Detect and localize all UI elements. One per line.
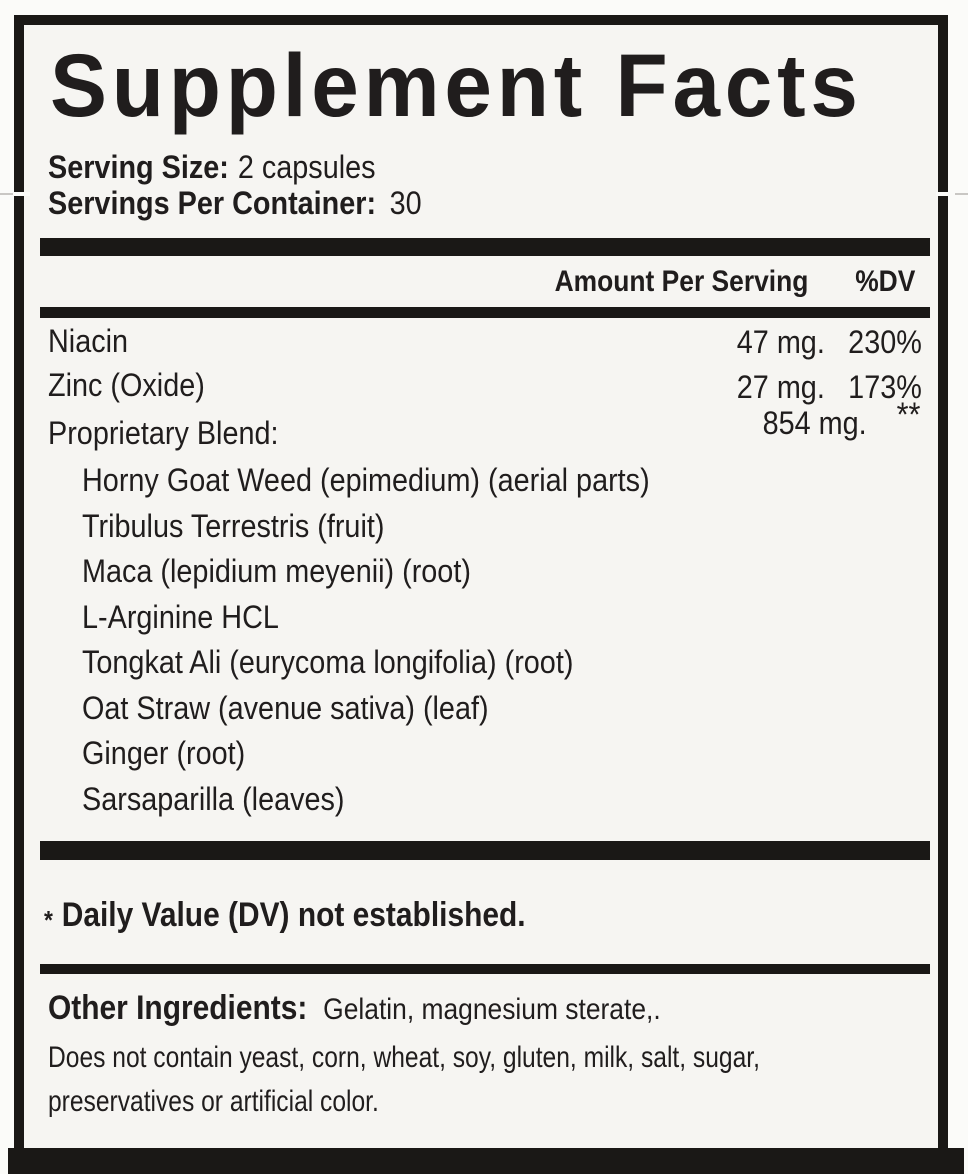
footnote <box>44 896 591 935</box>
servings-per-container-value: 30 <box>389 185 422 221</box>
separator-bar-4 <box>40 964 930 974</box>
separator-bar-1 <box>40 238 930 256</box>
servings-per-container-label: Servings Per Container: <box>48 185 377 221</box>
blend-ingredient: Maca (lepidium meyenii) (root) <box>82 553 471 589</box>
blend-ingredient: Tongkat Ali (eurycoma longifolia) (root) <box>82 644 574 680</box>
nutrient-dv-zinc: 173% <box>848 369 922 405</box>
blend-ingredient: Sarsaparilla (leaves) <box>82 780 345 817</box>
footnote-text: Daily Value (DV) not established. <box>61 896 526 934</box>
separator-bar-2 <box>40 307 930 318</box>
nutrient-name-zinc: Zinc (Oxide) <box>48 367 205 403</box>
label-border-top <box>14 15 948 25</box>
border-tick-left <box>0 193 13 195</box>
nutrient-dv-niacin: 230% <box>848 324 922 360</box>
blend-ingredient: Horny Goat Weed (epimedium) (aerial parts) <box>82 462 650 498</box>
blend-ingredient: L-Arginine HCL <box>82 598 279 635</box>
serving-size-line <box>48 151 412 183</box>
label-title-text: Supplement Facts <box>50 35 863 135</box>
border-notch-left <box>12 192 30 196</box>
blend-ingredient: Ginger (root) <box>82 735 246 771</box>
blend-ingredient: Tribulus Terrestris (fruit) <box>82 507 385 544</box>
footnote-star: * <box>44 905 53 935</box>
disclaimer-line: Does not contain yeast, corn, wheat, soy, gluten, milk, salt, sugar, <box>48 1041 760 1074</box>
blend-ingredient: Oat Straw (avenue sativa) (leaf) <box>82 689 489 726</box>
nutrient-amount-niacin: 47 mg. <box>736 324 825 360</box>
border-tick-right <box>955 193 968 195</box>
column-header-amount: Amount Per Serving <box>554 265 808 298</box>
other-ingredients-value: Gelatin, magnesium sterate,. <box>323 993 661 1026</box>
blend-amount: 854 mg. <box>762 405 867 441</box>
blend-dv: ** <box>896 396 920 434</box>
column-header-dv: %DV <box>854 265 915 298</box>
serving-size-value: 2 capsules <box>237 149 376 185</box>
other-ingredients-line <box>48 991 744 1025</box>
serving-size-label: Serving Size: <box>48 149 229 185</box>
label-border-bottom-bar <box>8 1148 964 1174</box>
disclaimer-line: preservatives or artificial color. <box>48 1085 379 1118</box>
border-notch-right <box>936 192 954 196</box>
servings-per-container-line <box>48 187 463 219</box>
nutrient-name-niacin: Niacin <box>48 323 129 359</box>
nutrient-amount-zinc: 27 mg. <box>736 369 825 405</box>
label-title <box>50 35 897 135</box>
other-ingredients-label: Other Ingredients: <box>48 989 308 1027</box>
separator-bar-3 <box>40 841 930 860</box>
blend-name: Proprietary Blend: <box>48 415 279 451</box>
